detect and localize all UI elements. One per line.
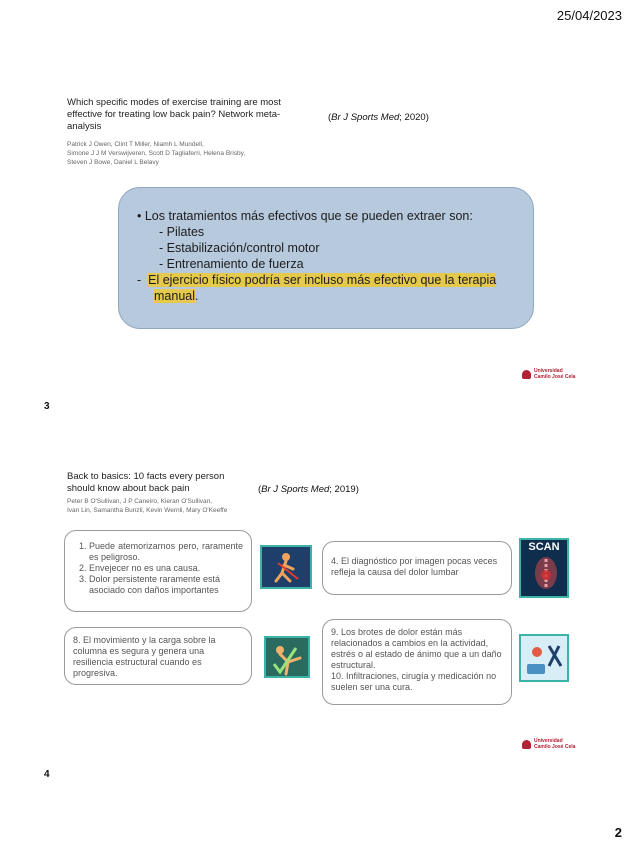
scan-icon [519,538,569,598]
university-logo: Universidad Camilo José Cela [522,739,575,750]
summary-box [118,187,534,329]
treatment-icon [519,634,569,682]
list-item: - Entrenamiento de fuerza [159,257,304,271]
fact-box-8: 8. El movimiento y la carga sobre la columna es segura y genera una resiliencia estructural cuando es progresiva. [64,627,252,685]
list-item: - Pilates [159,225,205,239]
fact-box-4: 4. El diagnóstico por imagen pocas veces refleja la causa del dolor lumbar [322,541,512,595]
slide-number: 3 [44,401,50,412]
paper-title: Which specific modes of exercise training are most effective for treating low back pain? Network meta- analysis [67,97,281,132]
highlight-line: - El ejercicio físico podría ser incluso más efectivo que la terapia [137,273,497,287]
list-item: 2. Envejecer no es una causa. [89,563,243,574]
slide-number: 4 [44,769,50,780]
university-logo-icon [522,740,531,749]
paper-title: Back to basics: 10 facts every person should know about back pain [67,471,225,494]
paper-authors: Peter B O'Sullivan, J P Caneiro, Kieran O'Sullivan, Ivan Lin, Samantha Bunzli, Kevin Wernli, Mary O'Keeffe [67,498,228,514]
university-logo: Universidad Camilo José Cela [522,369,575,380]
university-logo-icon [522,370,531,379]
back-pain-icon [260,545,312,589]
list-item: 3. Dolor persistente raramente está asociado con daños importantes [89,574,243,596]
citation: (Br J Sports Med; 2019) [258,484,359,495]
facts-box-1-3 [64,530,252,612]
list-item: 1. Puede atemorizarnos pero, raramente es peligroso. [89,541,243,563]
highlight-line: manual. [154,289,199,303]
facts-box-9-10: 9. Los brotes de dolor están más relacionados a cambios en la actividad, estrés o al estado de ánimo que a un daño estructural. 10. Infiltraciones, cirugía y medicación no suelen ser una cura. [322,619,512,705]
citation: (Br J Sports Med; 2020) [328,112,429,123]
page-date: 25/04/2023 [556,8,622,23]
page-number: 2 [614,825,622,840]
summary-heading: • Los tratamientos más efectivos que se pueden extraer son: [137,209,473,223]
scan-label: SCAN [528,541,560,553]
exercise-check-icon [264,636,310,678]
list-item: - Estabilización/control motor [159,241,320,255]
paper-authors: Patrick J Owen, Clint T Miller, Niamh L Mundell, Simone J J M Verswijveren, Scott D Tagliaferri, Helena Brisby, Steven J Bowe, Daniel L Belavy [67,141,246,166]
